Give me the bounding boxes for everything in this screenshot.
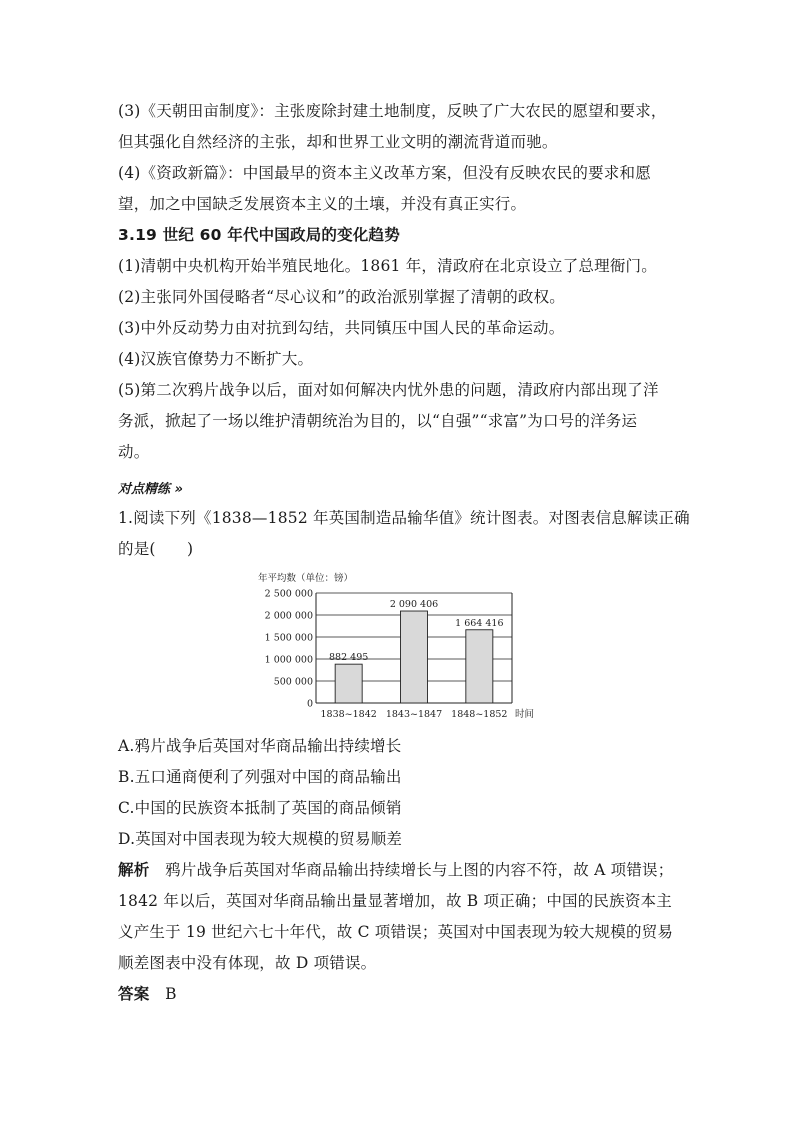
y-tick-label: 1 500 000 <box>264 632 313 644</box>
x-tick-label: 1843~1847 <box>385 709 443 720</box>
practice-section-label: 对点精练 » <box>118 482 183 497</box>
trend-item-5-line2: 务派，掀起了一场以维护清朝统治为目的，以“自强”“求富”为口号的洋务运 <box>118 412 638 430</box>
trend-item-2: (2)主张同外国侵略者“尽心议和”的政治派别掌握了清朝的政权。 <box>118 288 566 306</box>
trend-item-4: (4)汉族官僚势力不断扩大。 <box>118 350 314 368</box>
answer-value: B <box>165 985 177 1003</box>
bar-value-label: 882 495 <box>329 652 369 664</box>
bar-chart <box>118 569 678 729</box>
analysis-line1 <box>118 855 678 886</box>
option-b: B.五口通商便利了列强对中国的商品输出 <box>118 768 402 786</box>
question-line2: 的是( ) <box>118 540 194 558</box>
answer-label: 答案 <box>118 985 150 1003</box>
question-line1: 1.阅读下列《1838—1852 年英国制造品输华值》统计图表。对图表信息解读正确 <box>118 509 690 527</box>
x-tick-label: 1848~1852 <box>451 709 508 720</box>
item3-line1: (3)《天朝田亩制度》：主张废除封建土地制度，反映了广大农民的愿望和要求， <box>118 102 667 120</box>
chart-title: 年平均数（单位：镑） <box>258 573 354 584</box>
trend-item-3: (3)中外反动势力由对抗到勾结，共同镇压中国人民的革命运动。 <box>118 319 565 337</box>
bar <box>335 664 362 703</box>
bar <box>466 630 493 703</box>
bar-value-label: 1 664 416 <box>455 617 504 629</box>
bar <box>401 611 428 703</box>
y-tick-label: 0 <box>306 698 313 710</box>
item4-line1: (4)《资政新篇》：中国最早的资本主义改革方案，但没有反映农民的要求和愿 <box>118 164 651 182</box>
section3-heading: 3.19 世纪 60 年代中国政局的变化趋势 <box>118 226 400 244</box>
analysis-text-1: 鸦片战争后英国对华商品输出持续增长与上图的内容不符，故 A 项错误； <box>165 861 674 879</box>
document-page <box>118 96 690 1010</box>
analysis-line3: 义产生于 19 世纪六七十年代，故 C 项错误；英国对中国表现为较大规模的贸易 <box>118 923 674 941</box>
x-axis-label: 时间 <box>515 709 535 720</box>
item3-line2: 但其强化自然经济的主张，却和世界工业文明的潮流背道而驰。 <box>118 133 558 151</box>
x-tick-label: 1838~1842 <box>320 709 377 720</box>
y-tick-label: 2 000 000 <box>264 610 313 622</box>
trend-item-5-line3: 动。 <box>118 443 150 461</box>
option-a: A.鸦片战争后英国对华商品输出持续增长 <box>118 737 402 755</box>
y-tick-label: 500 000 <box>273 676 313 688</box>
bar-chart-svg <box>248 569 548 729</box>
option-d: D.英国对中国表现为较大规模的贸易顺差 <box>118 830 403 848</box>
trend-item-1: (1)清朝中央机构开始半殖民地化。1861 年，清政府在北京设立了总理衙门。 <box>118 257 657 275</box>
analysis-line2: 1842 年以后，英国对华商品输出量显著增加，故 B 项正确；中国的民族资本主 <box>118 892 672 910</box>
trend-item-5-line1: (5)第二次鸦片战争以后，面对如何解决内忧外患的问题，清政府内部出现了洋 <box>118 381 659 399</box>
bar-value-label: 2 090 406 <box>389 599 439 611</box>
answer-line <box>118 979 678 1010</box>
analysis-label: 解析 <box>118 861 150 879</box>
y-tick-label: 1 000 000 <box>264 654 313 666</box>
analysis-line4: 顺差图表中没有体现，故 D 项错误。 <box>118 954 377 972</box>
item4-line2: 望，加之中国缺乏发展资本主义的土壤，并没有真正实行。 <box>118 195 527 213</box>
y-tick-label: 2 500 000 <box>264 588 313 600</box>
option-c: C.中国的民族资本抵制了英国的商品倾销 <box>118 799 402 817</box>
